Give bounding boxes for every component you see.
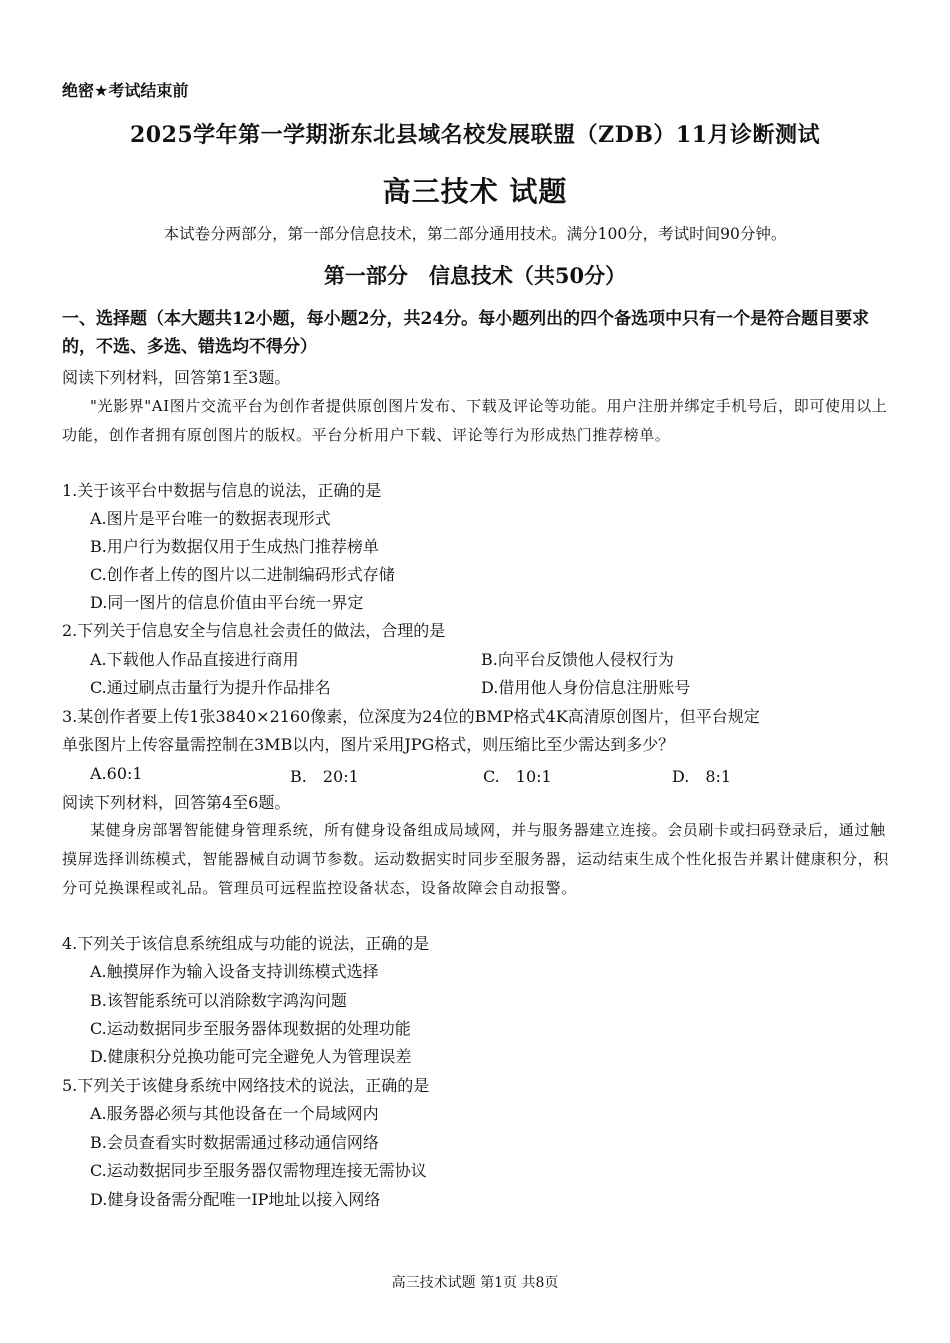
exam-intro: 本试卷分两部分，第一部分信息技术，第二部分通用技术。满分100分，考试时间90分钟。: [163, 225, 787, 243]
question-5-option-d: D.健身设备需分配唯一IP地址以接入网络: [90, 1190, 381, 1209]
question-1-stem: 1.关于该平台中数据与信息的说法，正确的是: [62, 481, 382, 500]
question-3-stem-line-2: 单张图片上传容量需控制在3MB以内，图片采用JPG格式，则压缩比至少需达到多少？: [62, 735, 675, 754]
question-1-option-c: C.创作者上传的图片以二进制编码形式存储: [90, 565, 395, 584]
question-4-option-d: D.健康积分兑换功能可完全避免人为管理误差: [90, 1047, 412, 1066]
part-title: 第一部分 信息技术（共50分）: [323, 263, 627, 288]
confidential-mark: 绝密★考试结束前: [62, 81, 189, 100]
question-3-option-b: B. 20:1: [290, 767, 359, 786]
page-footer: 高三技术试题 第1页 共8页: [391, 1275, 559, 1291]
question-5-option-b: B.会员查看实时数据需通过移动通信网络: [90, 1133, 379, 1152]
question-3-option-d: D. 8:1: [672, 767, 732, 786]
question-1-option-b: B.用户行为数据仅用于生成热门推荐榜单: [90, 537, 379, 556]
question-5-option-a: A.服务器必须与其他设备在一个局域网内: [90, 1104, 379, 1123]
question-4-stem: 4.下列关于该信息系统组成与功能的说法，正确的是: [62, 934, 430, 953]
question-2-option-a: A.下载他人作品直接进行商用: [90, 650, 299, 669]
question-5-option-c: C.运动数据同步至服务器仅需物理连接无需协议: [90, 1161, 427, 1180]
question-1-option-d: D.同一图片的信息价值由平台统一界定: [90, 593, 364, 612]
question-4-option-b: B.该智能系统可以消除数字鸿沟问题: [90, 991, 347, 1010]
question-4-option-c: C.运动数据同步至服务器体现数据的处理功能: [90, 1019, 411, 1038]
question-3-option-a: A.60:1: [90, 764, 143, 783]
question-2-stem: 2.下列关于信息安全与信息社会责任的做法，合理的是: [62, 621, 446, 640]
section-heading: 一、选择题（本大题共12小题，每小题2分，共24分。每小题列出的四个备选项中只有一个是符合题目要求的，不选、多选、错选均不得分）: [62, 309, 870, 357]
reading-prompt-1: 阅读下列材料，回答第1至3题。: [62, 368, 291, 387]
exam-title: 2025学年第一学期浙东北县域名校发展联盟（ZDB）11月诊断测试: [129, 122, 821, 148]
question-5-stem: 5.下列关于该健身系统中网络技术的说法，正确的是: [62, 1076, 430, 1095]
reading-prompt-2: 阅读下列材料，回答第4至6题。: [62, 793, 291, 812]
question-2-option-c: C.通过刷点击量行为提升作品排名: [90, 678, 331, 697]
question-2-option-b: B.向平台反馈他人侵权行为: [481, 650, 674, 669]
question-2-option-d: D.借用他人身份信息注册账号: [481, 678, 691, 697]
question-1-option-a: A.图片是平台唯一的数据表现形式: [90, 509, 331, 528]
question-3-stem-line-1: 3.某创作者要上传1张3840×2160像素，位深度为24位的BMP格式4K高清原创图片，但平台规定: [62, 707, 760, 726]
question-3-option-c: C. 10:1: [483, 767, 552, 786]
reading-material-1: "光影界"AI图片交流平台为创作者提供原创图片发布、下载及评论等功能。用户注册并绑定手机号后，即可使用以上功能，创作者拥有原创图片的版权。平台分析用户下载、评论等行为形成热门推荐榜单。: [62, 397, 888, 444]
reading-material-2: 某健身房部署智能健身管理系统，所有健身设备组成局域网，并与服务器建立连接。会员刷卡或扫码登录后，通过触摸屏选择训练模式，智能器械自动调节参数。运动数据实时同步至服务器，运动结束生成个性化报告并累计健康积分，积分可兑换课程或礼品。管理员可远程监控设备状态，设备故障会自动报警。: [62, 821, 889, 897]
question-4-option-a: A.触摸屏作为输入设备支持训练模式选择: [90, 962, 379, 981]
exam-subtitle: 高三技术 试题: [382, 175, 568, 208]
